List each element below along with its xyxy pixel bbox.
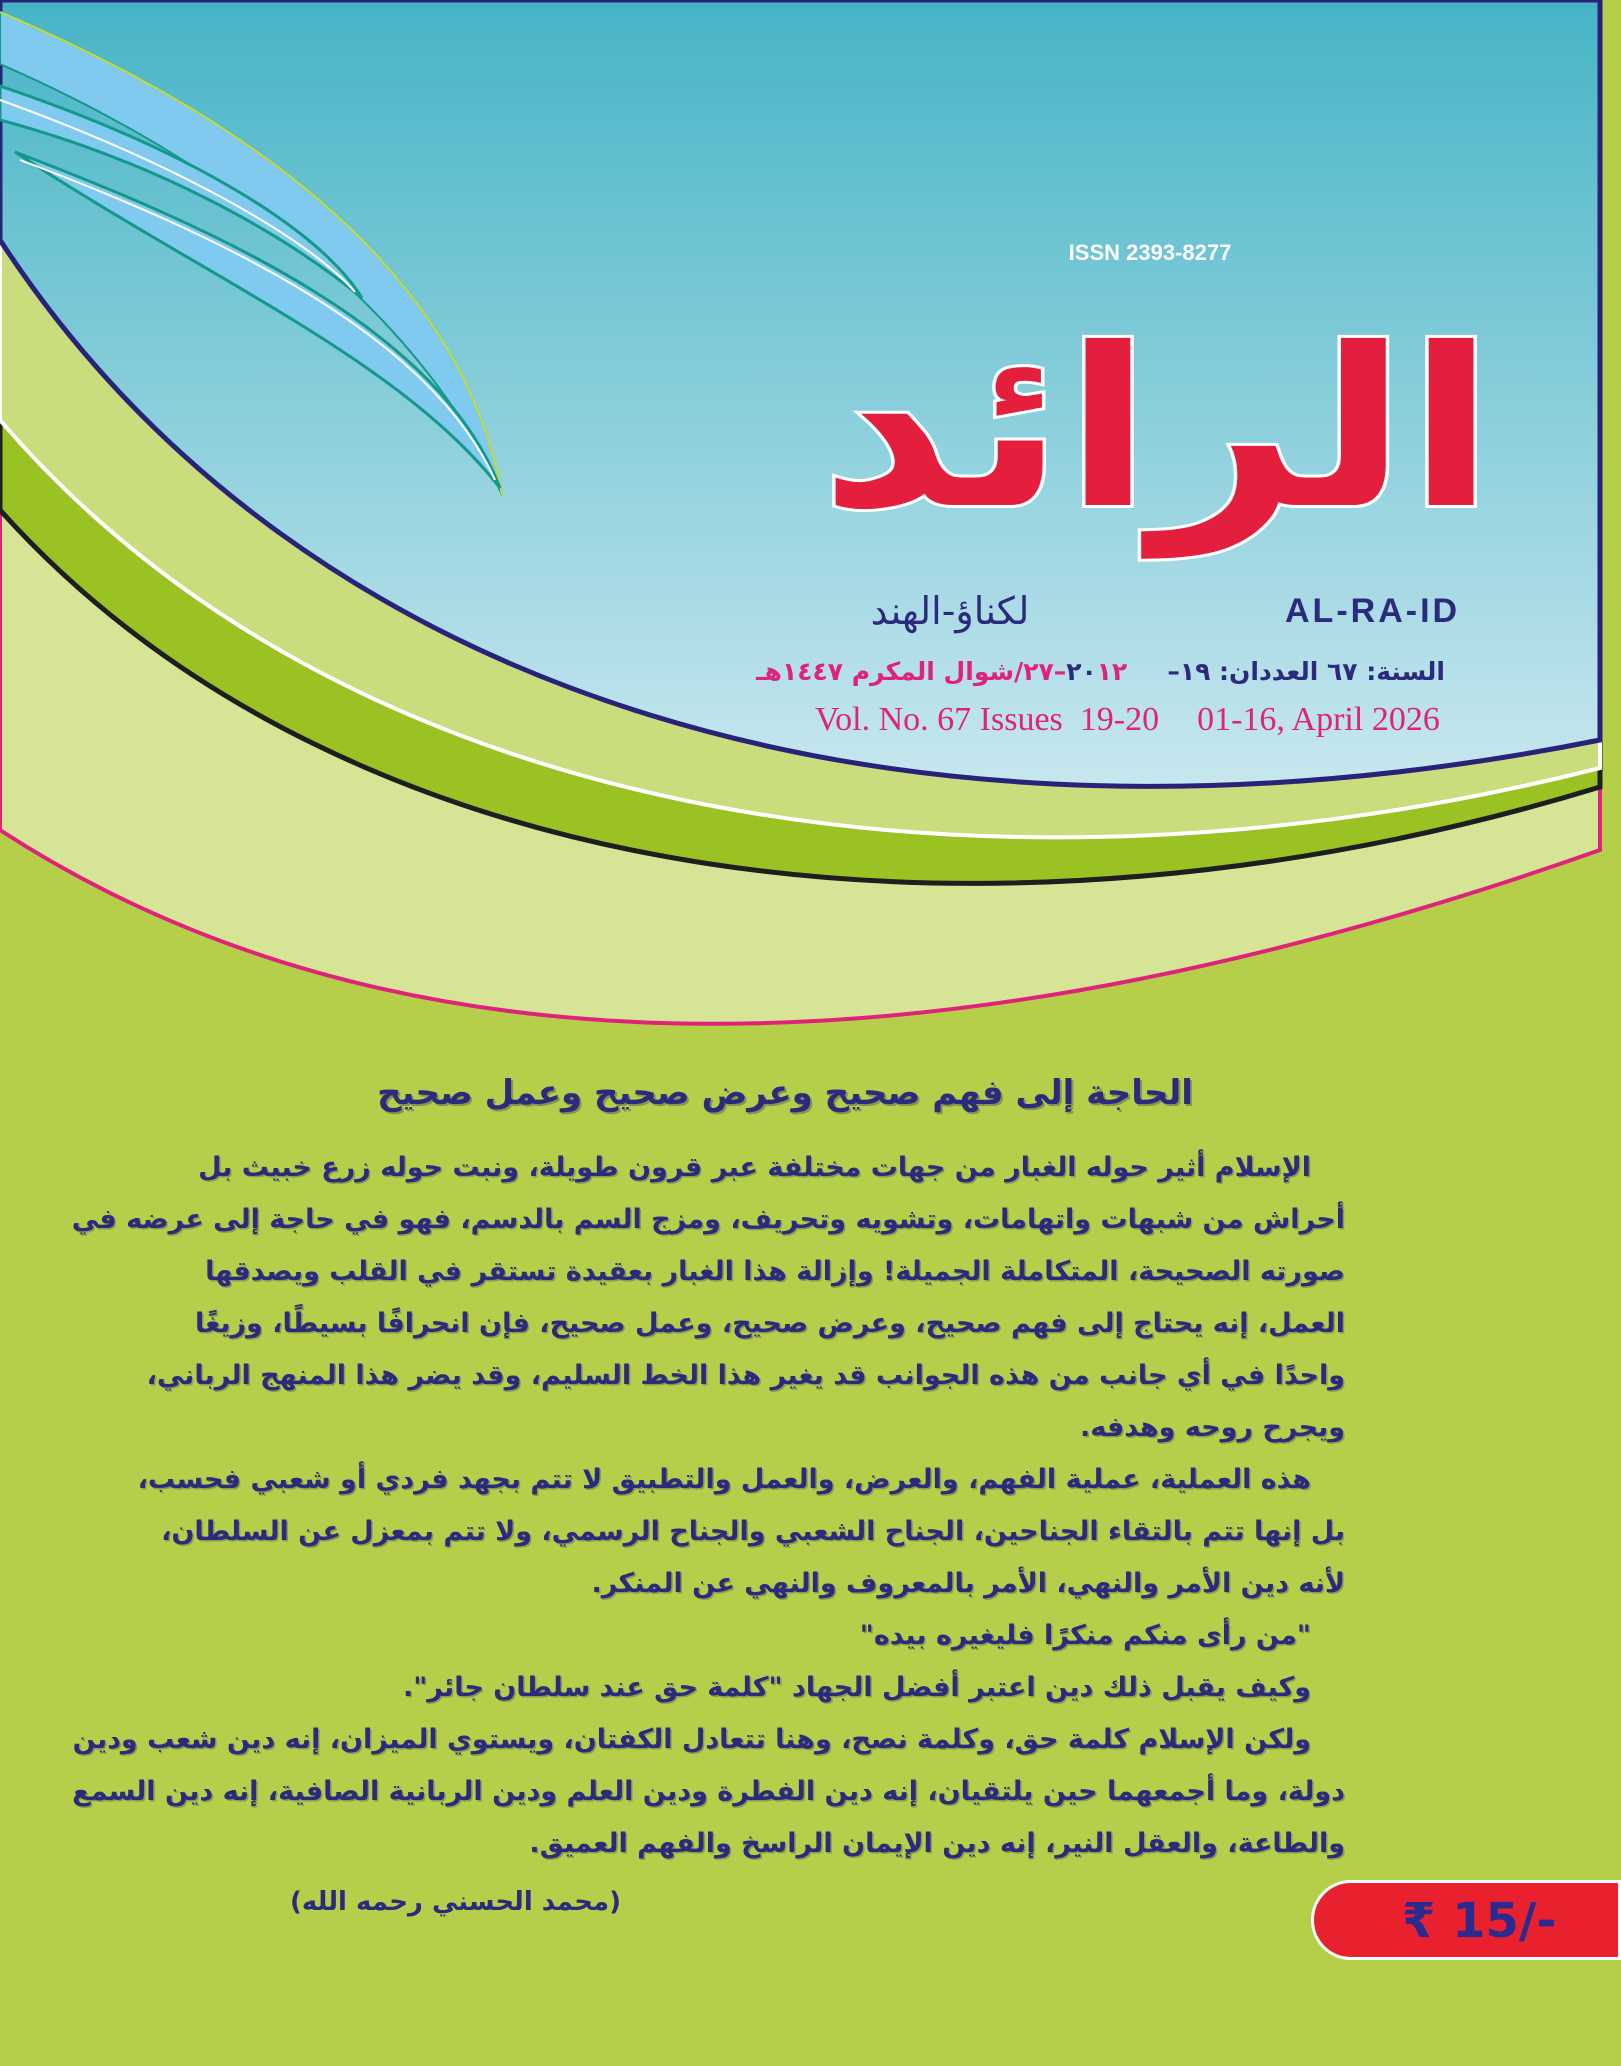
logo-subtitle: لكناؤ-الهند bbox=[870, 589, 1030, 633]
article-line: ويجرح روحه وهدفه. bbox=[1079, 1412, 1345, 1443]
article-line: "من رأى منكم منكرًا فليغيره بيده" bbox=[859, 1620, 1311, 1651]
vol-issues: Vol. No. 67 Issues 19-20 bbox=[815, 701, 1160, 738]
issn: ISSN 2393-8277 bbox=[1068, 240, 1232, 265]
article-line: دولة، وما أجمعهما حين يلتقيان، إنه دين الفطرة ودين العلم ودين الربانية الصافية، إنه دين السمع bbox=[72, 1776, 1345, 1807]
article-line: العمل، إنه يحتاج إلى فهم صحيح، وعرض صحيح، وعمل صحيح، فإن انحرافًا بسيطًا، وزيغًا bbox=[194, 1308, 1345, 1339]
hijri-issue: السنة: ٦٧ العددان: ١٩–٢٠ bbox=[1066, 657, 1445, 686]
logo-arabic: الرائد bbox=[820, 301, 1400, 557]
volume-line bbox=[815, 700, 1440, 740]
article-line: الإسلام أثير حوله الغبار من جهات مختلفة عبر قرون طويلة، ونبت حوله زرع خبيث بل bbox=[198, 1152, 1311, 1183]
article-line: وكيف يقبل ذلك دين اعتبر أفضل الجهاد "كلمة حق عند سلطان جائر". bbox=[402, 1672, 1311, 1703]
article-line: لأنه دين الأمر والنهي، الأمر بالمعروف والنهي عن المنكر. bbox=[591, 1568, 1345, 1599]
logo-latin: AL-RA-ID bbox=[1285, 592, 1461, 630]
article-line: واحدًا في أي جانب من هذه الجوانب قد يغير هذا الخط السليم، وقد يضر هذا المنهج الرباني، bbox=[146, 1360, 1345, 1391]
article-line: هذه العملية، عملية الفهم، والعرض، والعمل والتطبيق لا تتم بجهد فردي أو شعبي فحسب، bbox=[137, 1464, 1311, 1495]
article-body bbox=[71, 1142, 1345, 1870]
price-badge bbox=[1311, 1880, 1621, 1960]
hijri-date: ١٢–٢٧/شوال المكرم ١٤٤٧هـ bbox=[756, 657, 1128, 686]
article-line: والطاعة، والعقل النير، إنه دين الإيمان الراسخ والفهم العميق. bbox=[529, 1828, 1345, 1859]
article-line: ولكن الإسلام كلمة حق، وكلمة نصح، وهنا تتعادل الكفتان، ويستوي الميزان، إنه دين شعب ودين bbox=[72, 1724, 1311, 1755]
article-line: صورته الصحيحة، المتكاملة الجميلة! وإزالة هذا الغبار بعقيدة تستقر في القلب ويصدقها bbox=[205, 1256, 1345, 1287]
article-title: الحاجة إلى فهم صحيح وعرض صحيح وعمل صحيح bbox=[377, 1073, 1193, 1113]
author-signature: (محمد الحسني رحمه الله) bbox=[290, 1887, 621, 1917]
article-line: أحراش من شبهات واتهامات، وتشويه وتحريف، ومزج السم بالدسم، فهو في حاجة إلى عرضه في bbox=[71, 1204, 1345, 1235]
price-text: ₹ 15/- bbox=[1402, 1893, 1557, 1949]
gregorian-date: 01-16, April 2026 bbox=[1197, 701, 1440, 738]
hijri-issue-line bbox=[756, 656, 1445, 688]
article-line: بل إنها تتم بالتقاء الجناحين، الجناح الشعبي والجناح الرسمي، ولا تتم بمعزل عن السلطان، bbox=[161, 1516, 1345, 1547]
